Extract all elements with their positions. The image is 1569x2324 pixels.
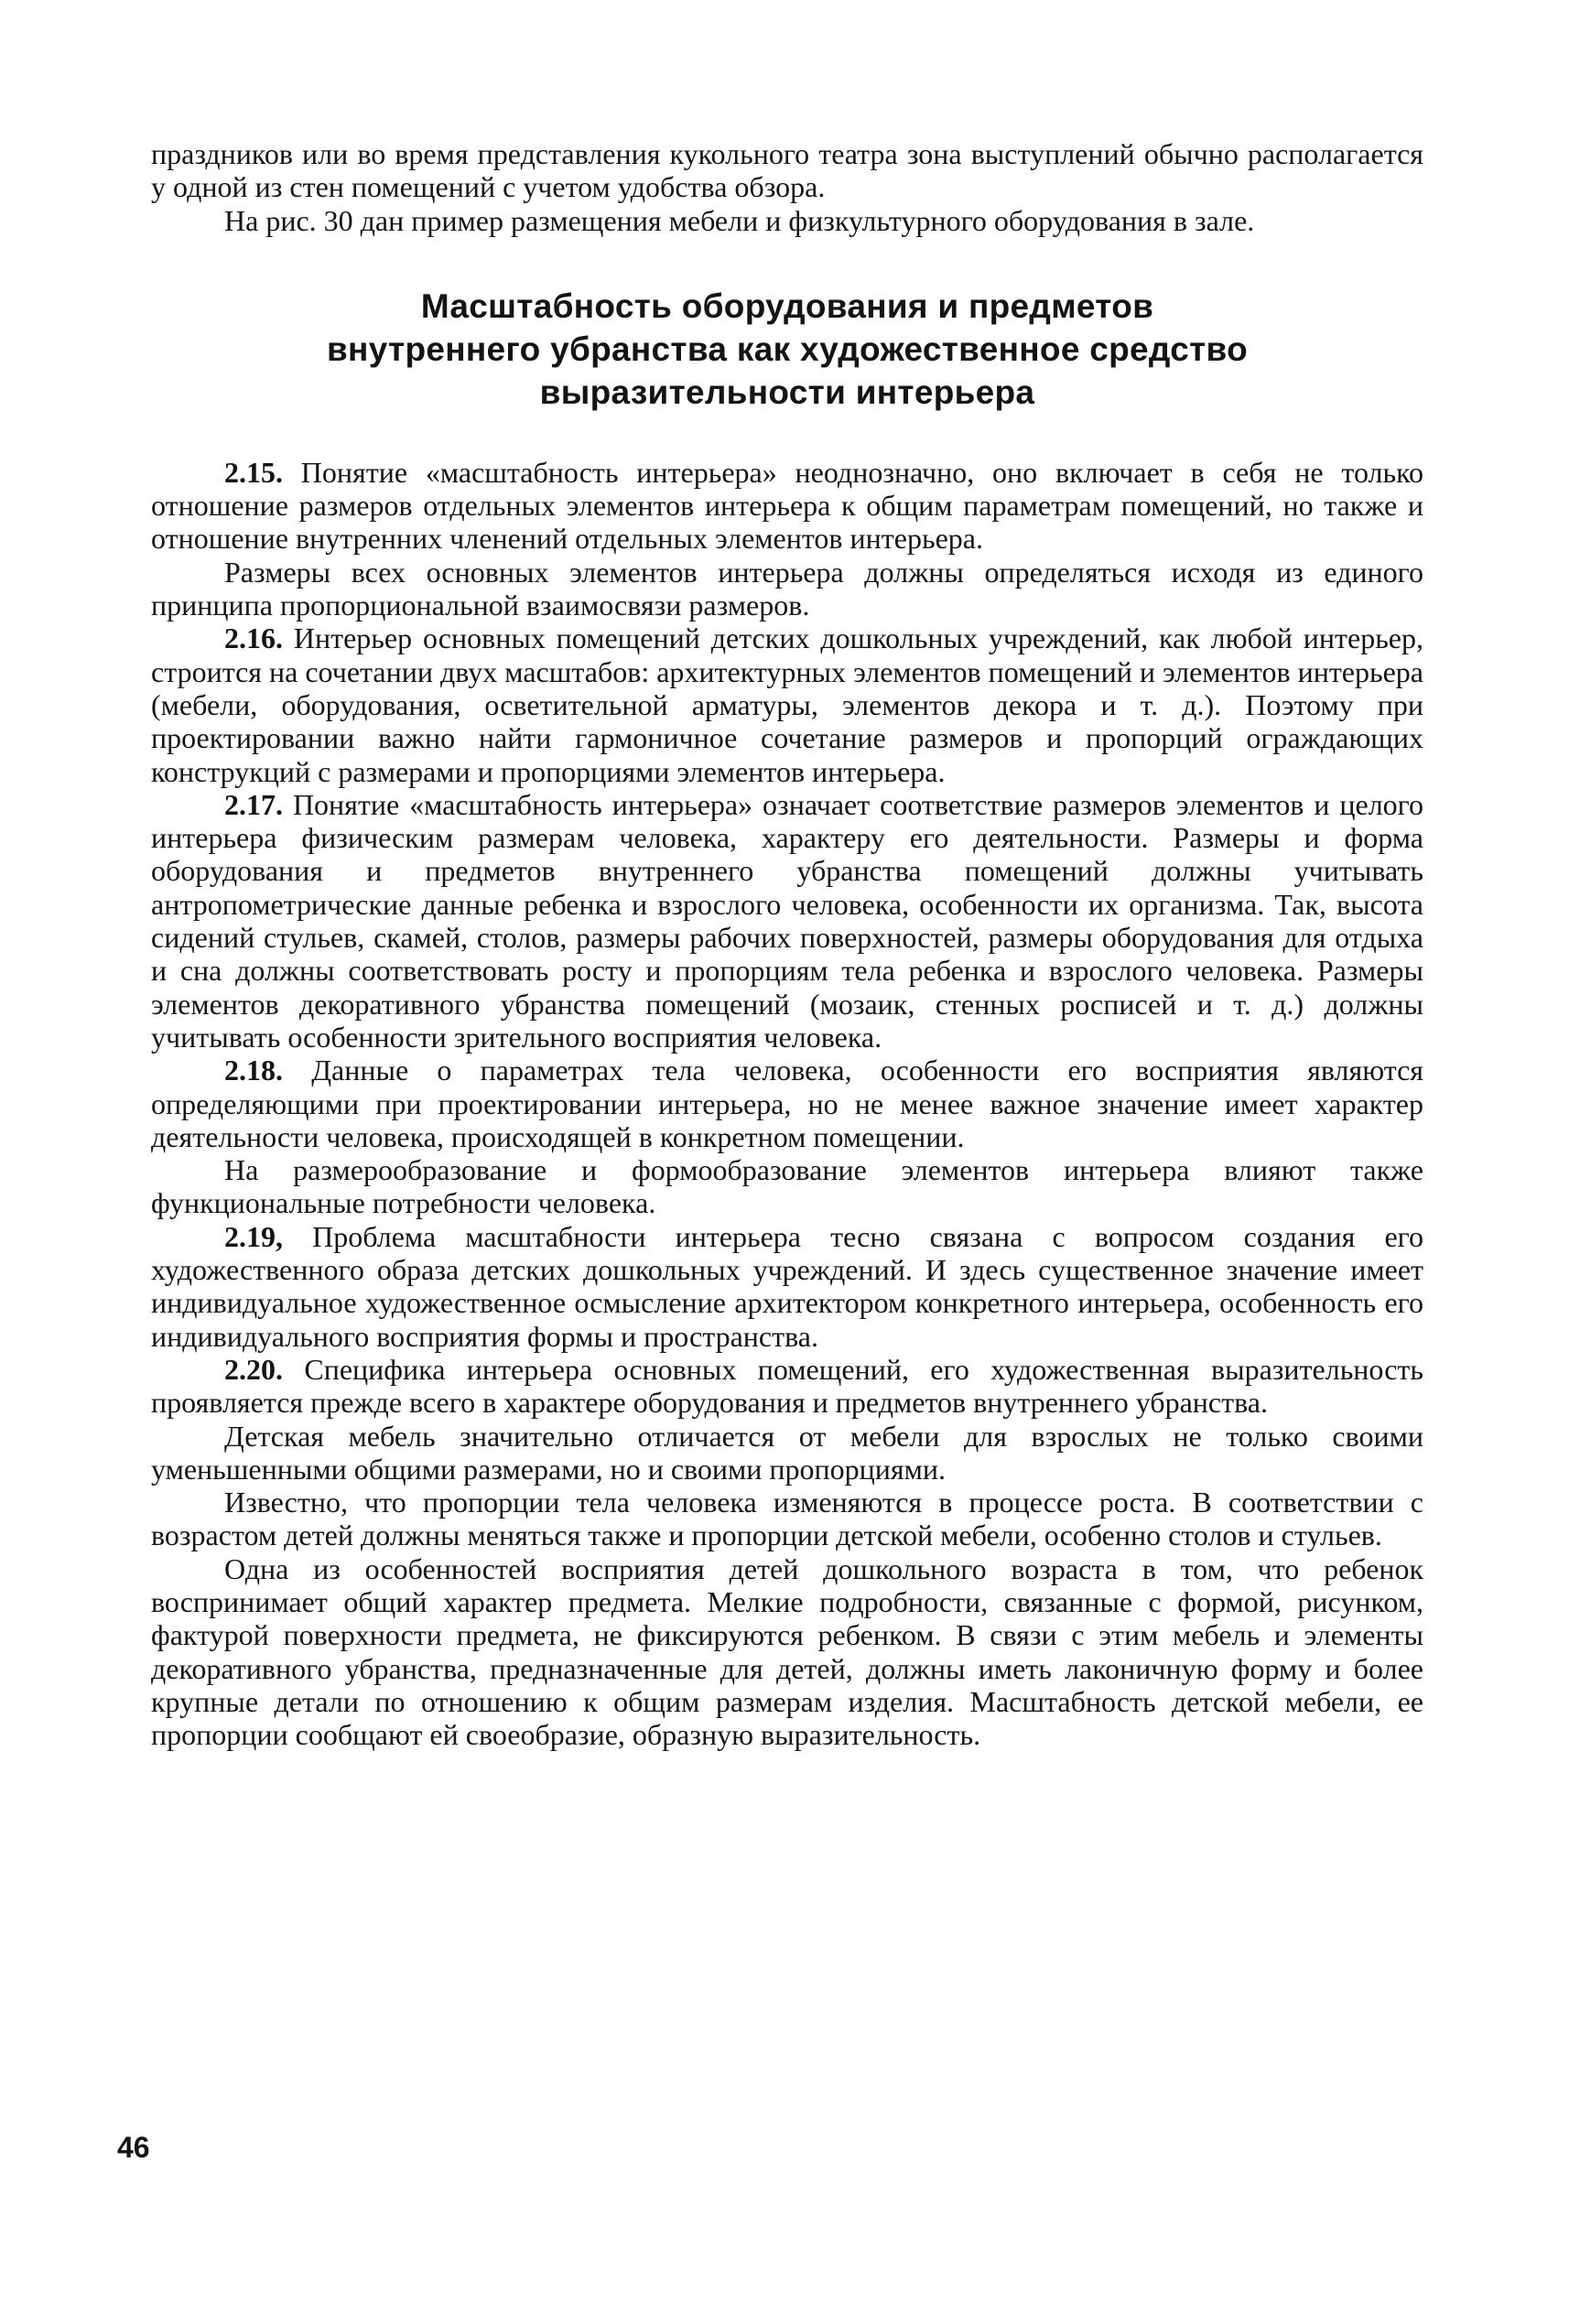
- paragraph-text: Понятие «масштабность интерьера» означает соответствие размеров элементов и целого интерьера физическим размерам человека, характеру его деятельности. Размеры и форма оборудования и предметов внутреннего убранства помещений должны учитывать антропометрические данные ребенка и взрослого человека, особенности их организма. Так, высота сидений стульев, скамей, столов, размеры рабочих поверхностей, размеры оборудования для отдыха и сна должны соответствовать росту и пропорциям тела ребенка и взрослого человека. Размеры элементов декоративного убранства помещений (мозаик, стенных росписей и т. д.) должны учитывать особенности зрительного восприятия человека.: [151, 787, 1424, 1054]
- intro-paragraph-figure-reference: На рис. 30 дан пример размещения мебели и физкультурного оборудования в зале.: [224, 203, 1255, 237]
- paragraph-text: Детская мебель значительно отличается от мебели для взрослых не только своими уменьшенными общими размерами, но и своими пропорциями.: [151, 1419, 1423, 1486]
- paragraph-children-furniture: [151, 1420, 1423, 1486]
- paragraph-text: Специфика интерьера основных помещений, его художественная выразительность проявляется прежде всего в характере оборудования и предметов внутреннего убранства.: [151, 1352, 1424, 1420]
- clause-number: 2.18.: [224, 1054, 283, 1087]
- paragraph-2-19: [151, 1220, 1423, 1353]
- clause-number: 2.15.: [224, 455, 283, 489]
- paragraph-2-20: [151, 1353, 1423, 1420]
- heading-line-2: внутреннего убранства как художественное средство: [327, 330, 1248, 368]
- paragraph-2-18: [151, 1054, 1423, 1153]
- page-number: 46: [117, 2131, 150, 2164]
- paragraph-2-17: [151, 788, 1423, 1054]
- clause-number: 2.20.: [224, 1352, 283, 1386]
- page-body: [151, 137, 1423, 1751]
- paragraph-text: Интерьер основных помещений детских дошкольных учреждений, как любой интерьер, строится на сочетании двух масштабов: архитектурных элементов помещений и элементов интерьера (мебели, оборудования, осветительной арматуры, элементов декора и т. д.). Поэтому при проектировании важно найти гармоничное сочетание размеров и пропорций ограждающих конструкций с размерами и пропорциями элементов интерьера.: [151, 622, 1424, 788]
- paragraph-sizes: [151, 556, 1423, 622]
- paragraph-2-15: [151, 456, 1423, 556]
- paragraph-perception: [151, 1552, 1423, 1752]
- paragraph-functional-needs: [151, 1153, 1423, 1220]
- clause-number: 2.19,: [224, 1219, 283, 1253]
- paragraph-text: Известно, что пропорции тела человека изменяются в процессе роста. В соответствии с возрастом детей должны меняться также и пропорции детской мебели, особенно столов и стульев.: [151, 1486, 1423, 1552]
- heading-line-1: Масштабность оборудования и предметов: [420, 286, 1154, 325]
- paragraph-body-proportions: [151, 1486, 1423, 1552]
- paragraph-text: Размеры всех основных элементов интерьера должны определяться исходя из единого принципа пропорциональной взаимосвязи размеров.: [151, 555, 1423, 622]
- paragraph-text: Понятие «масштабность интерьера» неоднозначно, оно включает в себя не только отношение размеров отдельных элементов интерьера к общим параметрам помещений, но также и отношение внутренних членений отдельных элементов интерьера.: [151, 455, 1424, 556]
- paragraph-2-16: [151, 622, 1423, 787]
- heading-line-3: выразительности интерьера: [539, 373, 1035, 411]
- paragraph-text: Одна из особенностей восприятия детей дошкольного возраста в том, что ребенок воспринимает общий характер предмета. Мелкие подробности, связанные с формой, рисунком, фактурой поверхности предмета, не фиксируются ребенком. В связи с этим мебель и элементы декоративного убранства, предназначенные для детей, должны иметь лаконичную форму и более крупные детали по отношению к общим размерам изделия. Масштабность детской мебели, ее пропорции сообщают ей своеобразие, образную выразительность.: [151, 1551, 1423, 1752]
- paragraph-text: На размерообразование и формообразование элементов интерьера влияют также функциональные потребности человека.: [151, 1153, 1423, 1220]
- section-heading: [151, 285, 1423, 414]
- clause-number: 2.17.: [224, 787, 283, 821]
- intro-paragraph-continued: праздников или во время представления кукольного театра зона выступлений обычно располагается у одной из стен помещений с учетом удобства обзора.: [151, 137, 1423, 204]
- clause-number: 2.16.: [224, 622, 283, 655]
- paragraph-text: Проблема масштабности интерьера тесно связана с вопросом создания его художественного образа детских дошкольных учреждений. И здесь существенное значение имеет индивидуальное художественное осмысление архитектором конкретного интерьера, особенность его индивидуального восприятия формы и пространства.: [151, 1219, 1424, 1353]
- paragraph-text: Данные о параметрах тела человека, особенности его восприятия являются определяющими при проектировании интерьера, но не менее важное значение имеет характер деятельности человека, происходящей в конкретном помещении.: [151, 1054, 1424, 1153]
